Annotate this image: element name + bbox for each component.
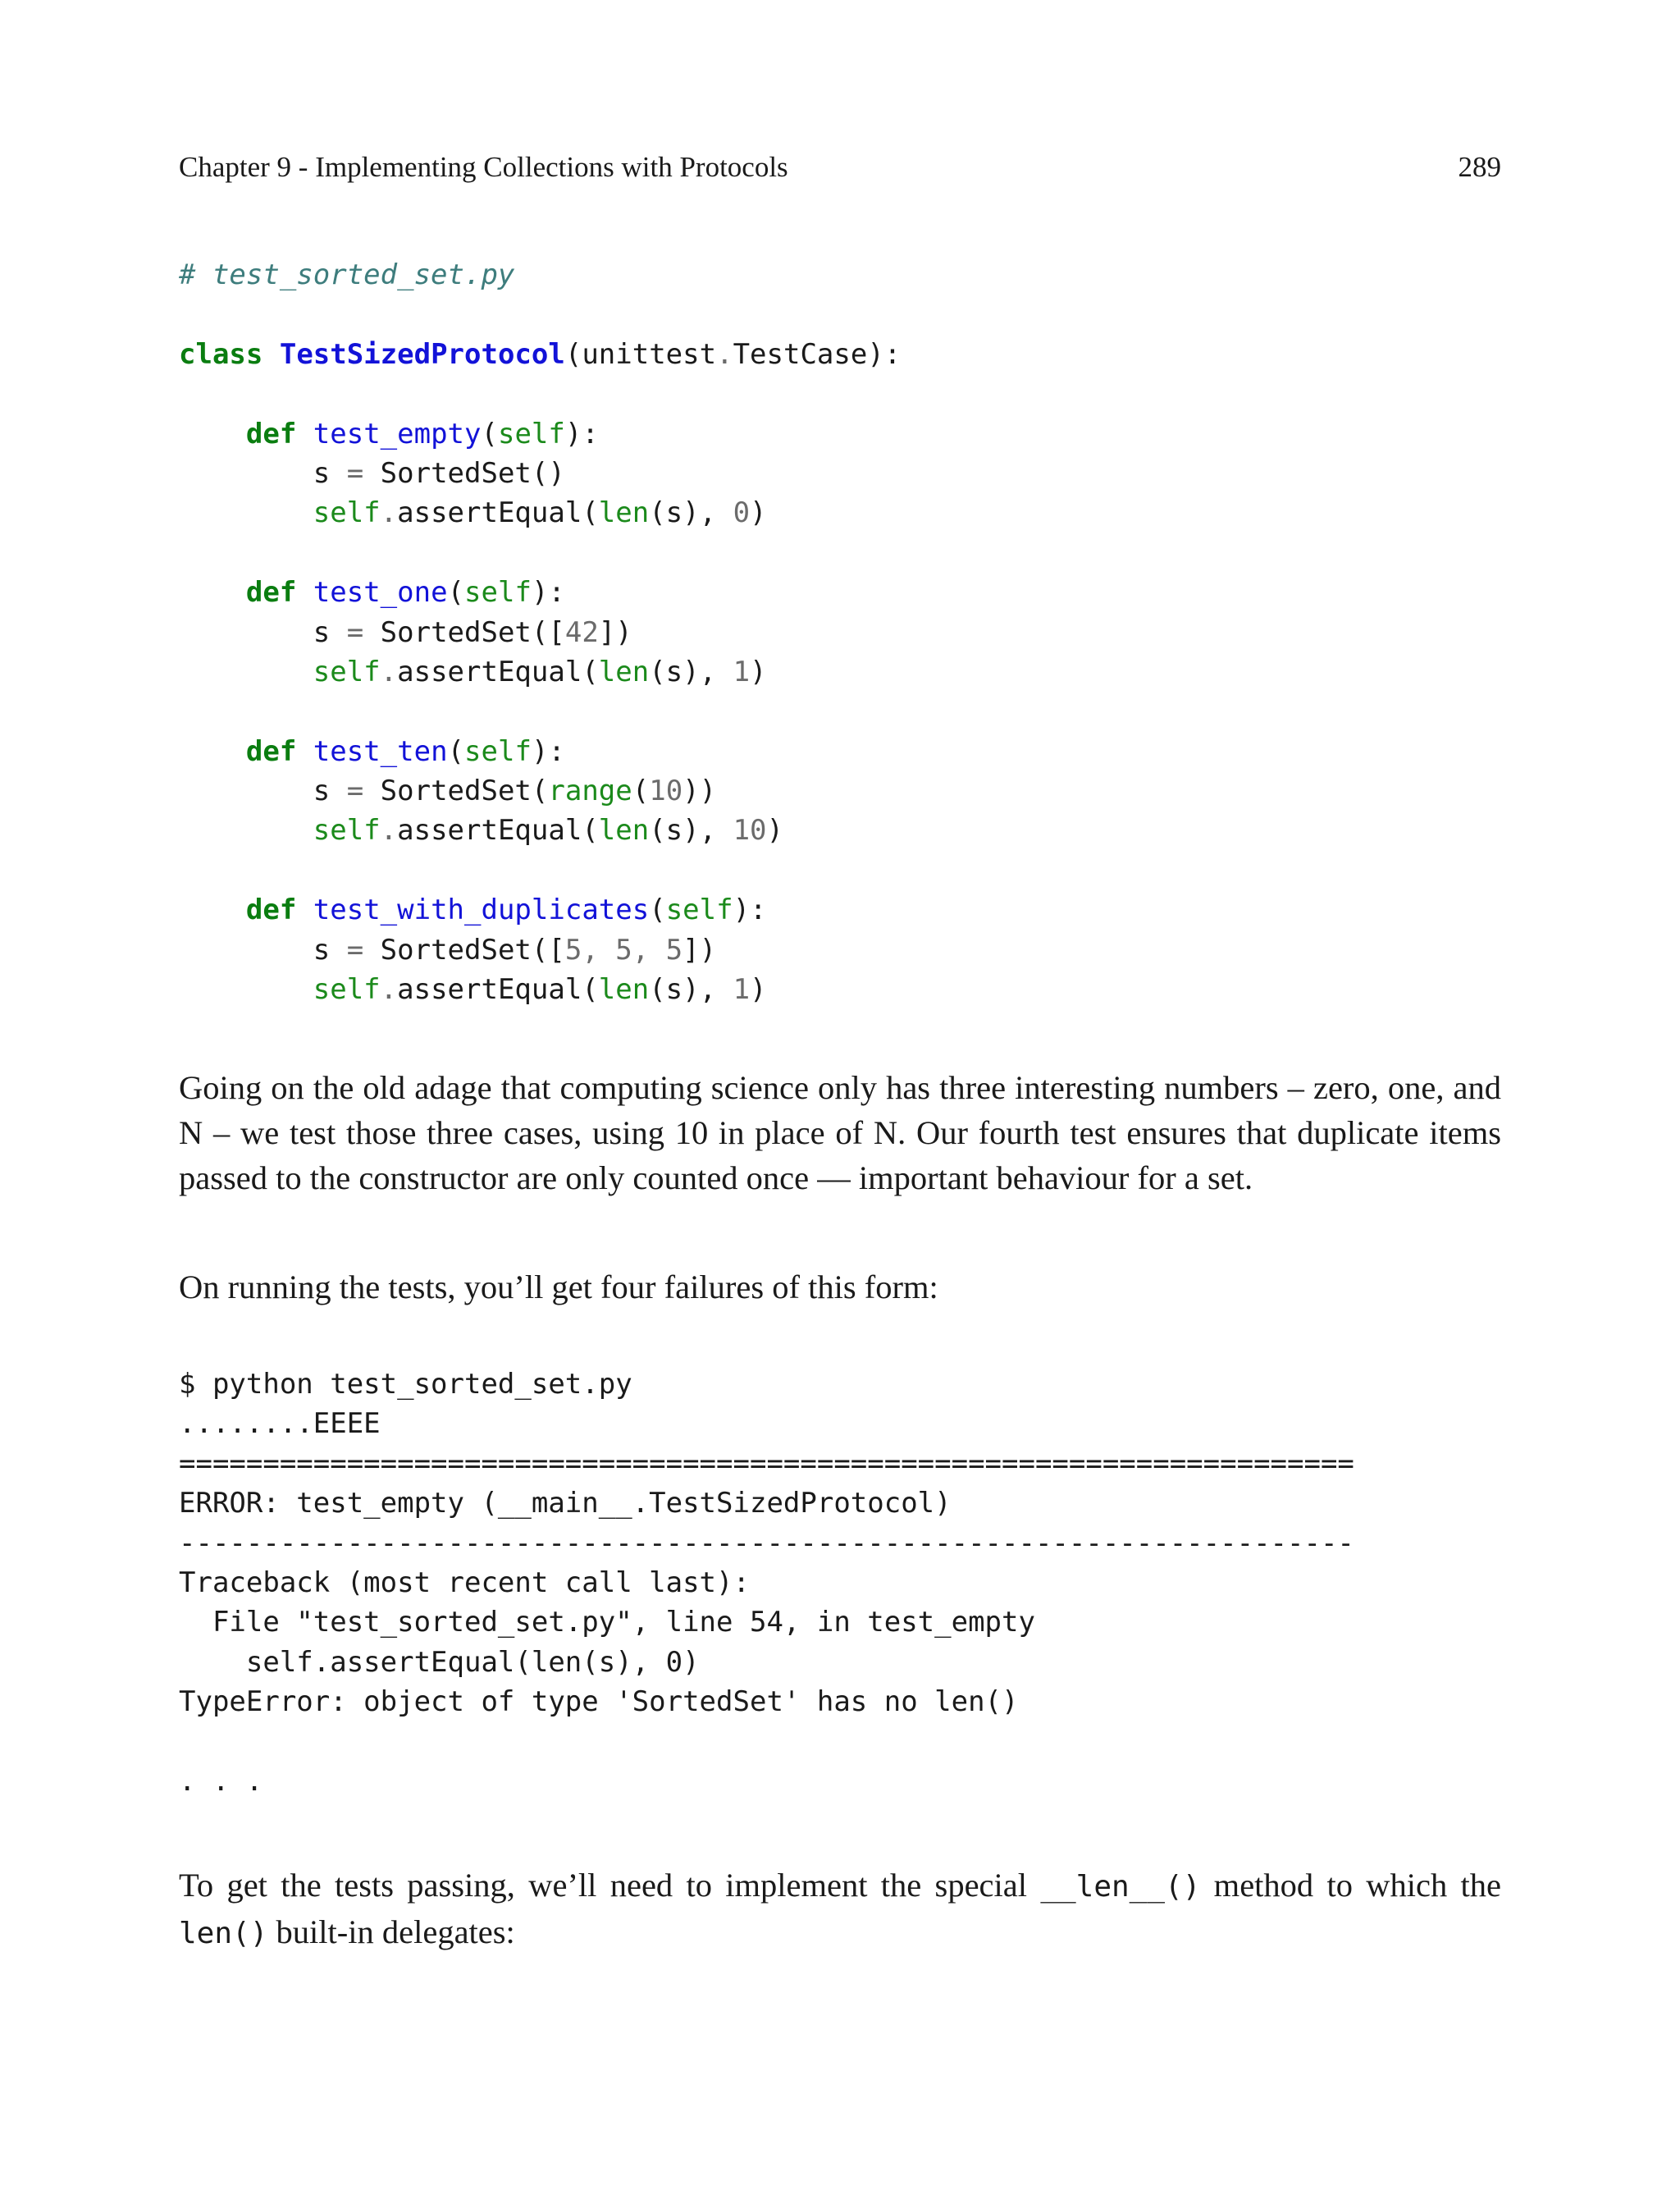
terminal-line: ERROR: test_empty (__main__.TestSizedProtocol)	[179, 1487, 952, 1520]
code-listing-test-sorted-set	[179, 255, 901, 1009]
terminal-line: self.assertEqual(len(s), 0)	[179, 1645, 700, 1679]
code-assert-line: self.assertEqual(len(s), 0)	[313, 496, 767, 530]
terminal-line: ======================================================================	[179, 1447, 1354, 1480]
paragraph-test-failures: On running the tests, you’ll get four failures of this form:	[179, 1268, 938, 1305]
terminal-line: File "test_sorted_set.py", line 54, in test_empty	[179, 1606, 1035, 1639]
terminal-line: TypeError: object of type 'SortedSet' has no len()	[179, 1685, 1019, 1719]
code-assert-line: self.assertEqual(len(s), 1)	[313, 973, 767, 1007]
code-assert-line: self.assertEqual(len(s), 1)	[313, 655, 767, 688]
code-setup-line: s = SortedSet([5, 5, 5])	[179, 933, 717, 967]
code-setup-line: s = SortedSet()	[179, 456, 565, 490]
code-def-line: def test_with_duplicates(self):	[245, 894, 767, 927]
code-def-line: def test_ten(self):	[245, 734, 565, 768]
terminal-line: ........EEEE	[179, 1407, 381, 1441]
terminal-line: . . .	[179, 1764, 263, 1798]
code-setup-line: s = SortedSet([42])	[179, 615, 632, 649]
code-comment-line: # test_sorted_set.py	[179, 258, 515, 291]
chapter-title: Chapter 9 - Implementing Collections with Protocols	[179, 151, 788, 183]
terminal-line	[179, 1722, 1354, 1762]
paragraph-explanation: Going on the old adage that computing science only has three interesting numbers – zero, one, and N – we test those three cases, using 10 in place of N. Our fourth test ensures that duplicate items passed to the constructor are only counted once — important behaviour for a set.	[179, 1069, 1501, 1196]
running-header	[179, 148, 1501, 187]
code-def-line: def test_empty(self):	[245, 417, 599, 450]
inline-code-len: len()	[179, 1917, 268, 1950]
terminal-output-block	[179, 1364, 1354, 1801]
code-class-line: class TestSizedProtocol(unittest.TestCase):	[179, 337, 902, 371]
code-assert-line: self.assertEqual(len(s), 10)	[313, 814, 783, 848]
code-setup-line: s = SortedSet(range(10))	[179, 775, 717, 808]
paragraph-len-implementation: To get the tests passing, we’ll need to implement the special __len__() method to which the len() built-in delegates:	[179, 1867, 1502, 1950]
terminal-line: ----------------------------------------------------------------------	[179, 1526, 1354, 1560]
terminal-line: Traceback (most recent call last):	[179, 1566, 750, 1599]
terminal-line: $ python test_sorted_set.py	[179, 1368, 632, 1401]
code-def-line: def test_one(self):	[245, 576, 565, 610]
inline-code-dunder-len: __len__()	[1040, 1870, 1201, 1904]
page-number: 289	[1458, 151, 1501, 183]
